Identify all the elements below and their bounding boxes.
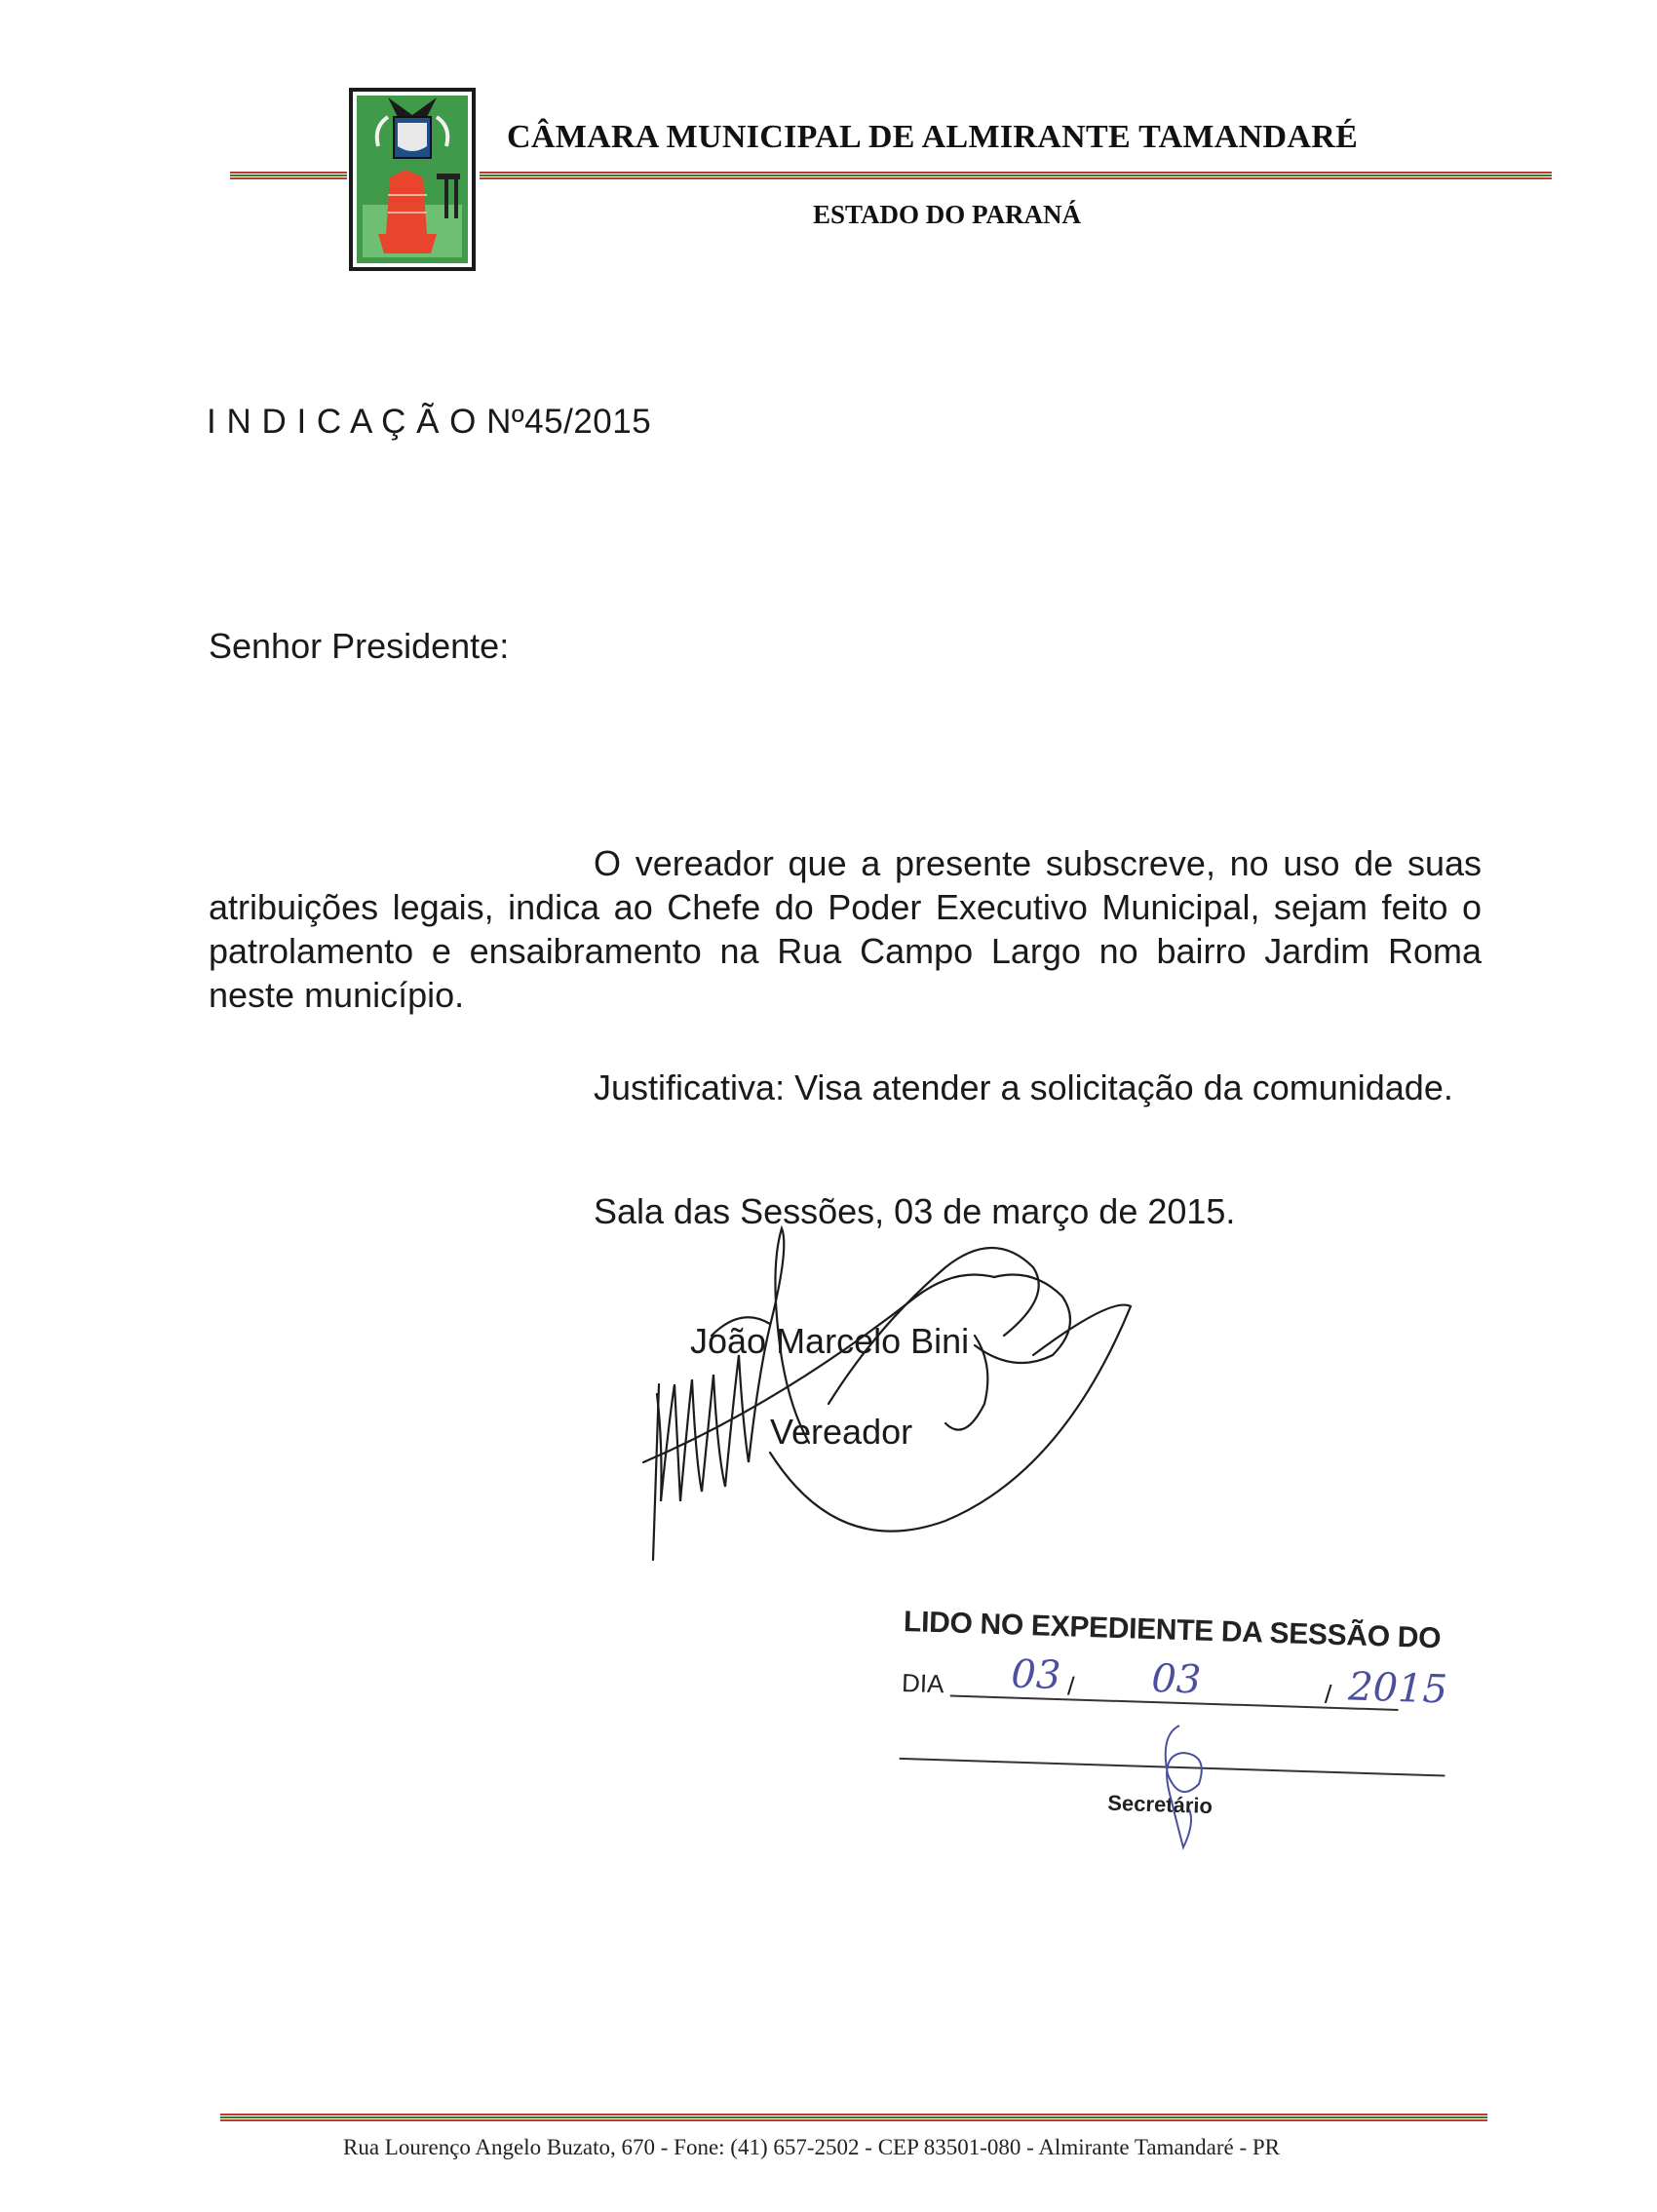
municipal-coat-of-arms-icon [349, 88, 476, 271]
footer-address: Rua Lourenço Angelo Buzato, 670 - Fone: (41) 657-2502 - CEP 83501-080 - Almirante Tamandaré - PR [343, 2135, 1281, 2159]
councilor-signature [624, 1209, 1170, 1579]
footer-stripe [220, 2114, 1487, 2121]
stamp-handwritten-day: 03 [1010, 1651, 1062, 1699]
document-title: I N D I C A Ç Ã O Nº45/2015 [207, 403, 652, 441]
stamp-handwritten-month: 03 [1150, 1656, 1202, 1703]
secretary-signature [1140, 1716, 1218, 1852]
place-and-date: Sala das Sessões, 03 de março de 2015. [594, 1191, 1236, 1231]
header-stripe-right [480, 172, 1552, 179]
councilor-name: João Marcelo Bini [690, 1321, 970, 1361]
indication-paragraph: O vereador que a presente subscreve, no uso de suas atribuições legais, indica ao Chefe do Poder Executivo Municipal, sejam feito o patrolamento e ensaibramento na Rua Campo Largo no bairro Jardim Roma neste município. [209, 843, 1482, 1015]
stamp-day-label: DIA [901, 1667, 944, 1699]
stamp-title: LIDO NO EXPEDIENTE DA SESSÃO DO [903, 1605, 1442, 1655]
organization-name: CÂMARA MUNICIPAL DE ALMIRANTE TAMANDARÉ [507, 119, 1359, 155]
stamp-separator-2: / [1324, 1679, 1332, 1709]
state-name: ESTADO DO PARANÁ [813, 200, 1082, 229]
stamp-secretary-label: Secretário [1106, 1790, 1214, 1819]
councilor-role: Vereador [770, 1412, 913, 1452]
stamp-handwritten-year: 2015 [1347, 1664, 1448, 1713]
stamp-separator-1: / [1066, 1671, 1075, 1701]
header-stripe-left [230, 172, 347, 179]
salutation: Senhor Presidente: [209, 626, 510, 666]
justification-paragraph: Justificativa: Visa atender a solicitação da comunidade. [594, 1067, 1453, 1107]
